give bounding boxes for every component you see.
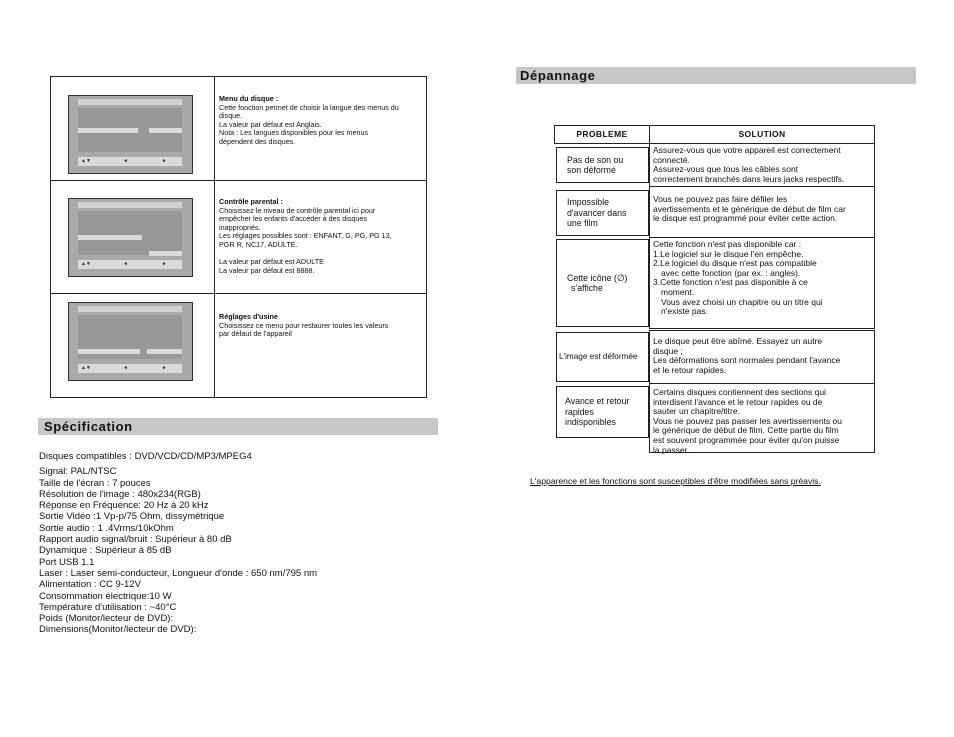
menu-section-title: Contrôle parental : — [219, 197, 283, 206]
osd-screen-illustration — [68, 95, 193, 174]
osd-highlight-value — [147, 349, 182, 354]
spec-line: Dimensions(Monitor/lecteur de DVD): — [39, 624, 197, 636]
troubleshooting-title: Dépannage — [520, 68, 596, 83]
solution-text: avec cette fonction (par ex. : angles). — [661, 267, 801, 278]
updown-arrows-icon: ▲▼ — [81, 261, 91, 267]
screen-cell — [51, 77, 215, 180]
column-header-solution: SOLUTION — [649, 125, 875, 144]
troubleshooting-table — [554, 125, 875, 455]
problem-text: rapides — [565, 406, 594, 417]
solution-cell — [649, 237, 875, 329]
osd-highlight-item — [78, 235, 142, 240]
menu-text-line: Les réglages possibles sont : ENFANT, G, PG, PG 13, — [219, 231, 392, 241]
problem-text: son déformé — [567, 165, 616, 175]
problem-text: Cette icône (∅) — [567, 272, 628, 283]
solution-text: avertissements et le générique de début de film car — [653, 203, 846, 214]
solution-text: 2.Le logiciel du disque n'est pas compatible — [653, 258, 817, 269]
solution-text: le disque est programmé pour éviter cette action. — [653, 213, 838, 224]
spec-line: Sortie audio : 1 .4Vrms/10kOhm — [39, 522, 174, 534]
problem-cell — [556, 332, 649, 382]
solution-text: correctement branchés dans leurs jacks respectifs. — [653, 173, 845, 184]
problem-text: s'affiche — [571, 283, 603, 293]
problem-cell — [556, 386, 649, 438]
osd-screen-illustration — [68, 302, 193, 381]
menu-text-line: dépendent des disques. — [219, 136, 296, 146]
osd-nav-bar — [78, 157, 182, 166]
menu-row-disc-menu — [51, 77, 426, 181]
menu-description — [219, 313, 425, 339]
osd-nav-bar — [78, 260, 182, 269]
menu-text-line: Choisissez ce menu pour restaurer toutes les valeurs — [219, 320, 389, 330]
right-arrow-icon: ► — [162, 261, 167, 267]
spec-line: Signal: PAL/NTSC — [39, 466, 117, 478]
menu-text-line: Choisissez le niveau de contrôle parental ici pour — [219, 205, 376, 215]
menu-text-line: La valeur par défaut est ADULTE — [219, 257, 324, 267]
solution-text: sauter un chapitre/titre. — [653, 406, 740, 417]
solution-text: Cette fonction n'est pas disponible car : — [653, 239, 802, 249]
menu-description — [219, 95, 425, 147]
osd-menu-panel — [78, 211, 182, 255]
solution-text: la passer. — [653, 444, 690, 455]
spec-line: Taille de l'écran : 7 pouces — [39, 477, 151, 489]
solution-text: Vous ne pouvez pas faire défiler les — [653, 194, 788, 204]
updown-arrows-icon: ▲▼ — [81, 158, 91, 164]
spec-line: Réponse en Fréquence: 20 Hz à 20 kHz — [39, 500, 209, 512]
menu-row-factory-settings — [51, 294, 426, 397]
spec-line: Résolution de l'image : 480x234(RGB) — [39, 488, 201, 500]
osd-screen-illustration — [68, 198, 193, 277]
spec-line: Port USB 1.1 — [39, 556, 95, 568]
menu-text-line: disque. — [219, 111, 243, 121]
menu-section-title: Menu du disque : — [219, 94, 279, 103]
specification-title: Spécification — [44, 419, 133, 434]
spec-line: Poids (Monitor/lecteur de DVD): — [39, 613, 174, 625]
spec-line: Sortie Vidéo :1 Vp-p/75 Ohm, dissymétrique — [39, 511, 225, 523]
spec-line: Laser : Laser semi-conducteur, Longueur d'onde : 650 nm/795 nm — [39, 567, 318, 579]
specification-header — [38, 418, 438, 435]
spec-line: Rapport audio signal/bruit : Supérieur à 80 dB — [39, 534, 232, 546]
problem-text: une film — [567, 218, 598, 229]
spec-line: Alimentation : CC 9-12V — [39, 579, 141, 591]
menu-text-line: empêcher les enfants d'accéder à des disques — [219, 214, 368, 224]
menu-text-line: Nota : Les langues disponibles pour les menus — [219, 128, 369, 138]
osd-highlight-item — [78, 128, 138, 133]
problem-cell — [556, 190, 649, 236]
menu-text-line: La valeur par défaut est Anglais. — [219, 119, 322, 129]
solution-text: Le disque peut être abîmé. Essayez un autre — [653, 336, 823, 346]
solution-text: moment. — [661, 286, 695, 297]
spec-line: Consommation électrique:10 W — [39, 590, 172, 602]
troubleshooting-header — [516, 67, 916, 84]
osd-title-bar — [78, 99, 182, 105]
osd-highlight-value — [149, 251, 182, 256]
problem-cell — [556, 239, 649, 327]
osd-highlight-value — [149, 128, 182, 133]
menu-description — [219, 198, 425, 275]
menu-text-line: par défaut de l'appareil — [219, 329, 292, 339]
osd-title-bar — [78, 306, 182, 312]
solution-text: Vous avez choisi un chapitre ou un titre qui — [661, 296, 823, 307]
osd-highlight-item — [78, 349, 140, 354]
solution-cell — [649, 330, 875, 384]
problem-text: L'image est déformée — [559, 351, 638, 361]
spec-line: Disques compatibles : DVD/VCD/CD/MP3/MPEG4 — [39, 451, 252, 462]
solution-text: interdisent l'avance et le retour rapides ou de — [653, 396, 823, 407]
solution-text: connecté. — [653, 154, 690, 165]
updown-arrows-icon: ▲▼ — [81, 365, 91, 371]
solution-text: Certains disques contiennent des sections qui — [653, 387, 826, 397]
problem-cell — [556, 147, 649, 183]
left-arrow-icon: ◄ — [123, 261, 128, 267]
spec-line: Dynamique : Supérieur à 85 dB — [39, 545, 172, 557]
column-header-problem: PROBLEME — [554, 125, 650, 144]
menu-section-title: Réglages d'usine — [219, 312, 278, 321]
menu-text-line: inappropriés. — [219, 222, 261, 232]
solution-cell — [649, 186, 875, 238]
disclaimer-note: L'apparence et les fonctions sont susceptibles d'être modifiées sans préavis. — [530, 476, 821, 486]
solution-text: Assurez-vous que votre appareil est correctement — [653, 145, 841, 155]
problem-text: Impossible — [567, 197, 610, 208]
menu-text-line: PGR R, NC17, ADULTE. — [219, 239, 298, 249]
problem-text: Avance et retour — [565, 396, 630, 407]
solution-cell — [649, 383, 875, 453]
solution-cell — [649, 143, 875, 187]
problem-text: d'avancer dans — [567, 207, 627, 218]
left-arrow-icon: ◄ — [123, 365, 128, 371]
solution-text: est souvent programmée pour éviter qu'on puisse — [653, 434, 840, 445]
solution-text: Assurez-vous que tous les câbles sont — [653, 164, 799, 175]
screen-cell — [51, 181, 215, 293]
solution-text: disque ; — [653, 345, 683, 356]
solution-text: 1.Le logiciel sur le disque l'en empêche. — [653, 248, 804, 259]
menu-text-line: La valeur par défaut est 8888. — [219, 265, 315, 275]
solution-text: le générique de début de film. Cette partie du film — [653, 425, 839, 436]
problem-text: indisponibles — [565, 417, 616, 428]
screen-cell — [51, 294, 215, 397]
solution-text: et le retour rapides. — [653, 364, 727, 375]
problem-text: Pas de son ou — [567, 154, 624, 165]
solution-text: 3.Cette fonction n'est pas disponible à ce — [653, 277, 808, 288]
osd-nav-bar — [78, 364, 182, 373]
menu-settings-table — [50, 76, 427, 398]
spec-line: Température d'utilisation : ~40°C — [39, 601, 177, 613]
right-arrow-icon: ► — [162, 158, 167, 164]
menu-row-parental-control — [51, 181, 426, 294]
solution-text: n'existe pas. — [661, 306, 708, 317]
osd-title-bar — [78, 202, 182, 208]
solution-text: Les déformations sont normales pendant l'avance — [653, 355, 841, 366]
solution-text: Vous ne pouvez pas passer les avertissements ou — [653, 415, 842, 426]
specification-list — [39, 451, 429, 636]
left-arrow-icon: ◄ — [123, 158, 128, 164]
right-arrow-icon: ► — [162, 365, 167, 371]
menu-text-line: Cette fonction permet de choisir la langue des menus du — [219, 102, 399, 112]
